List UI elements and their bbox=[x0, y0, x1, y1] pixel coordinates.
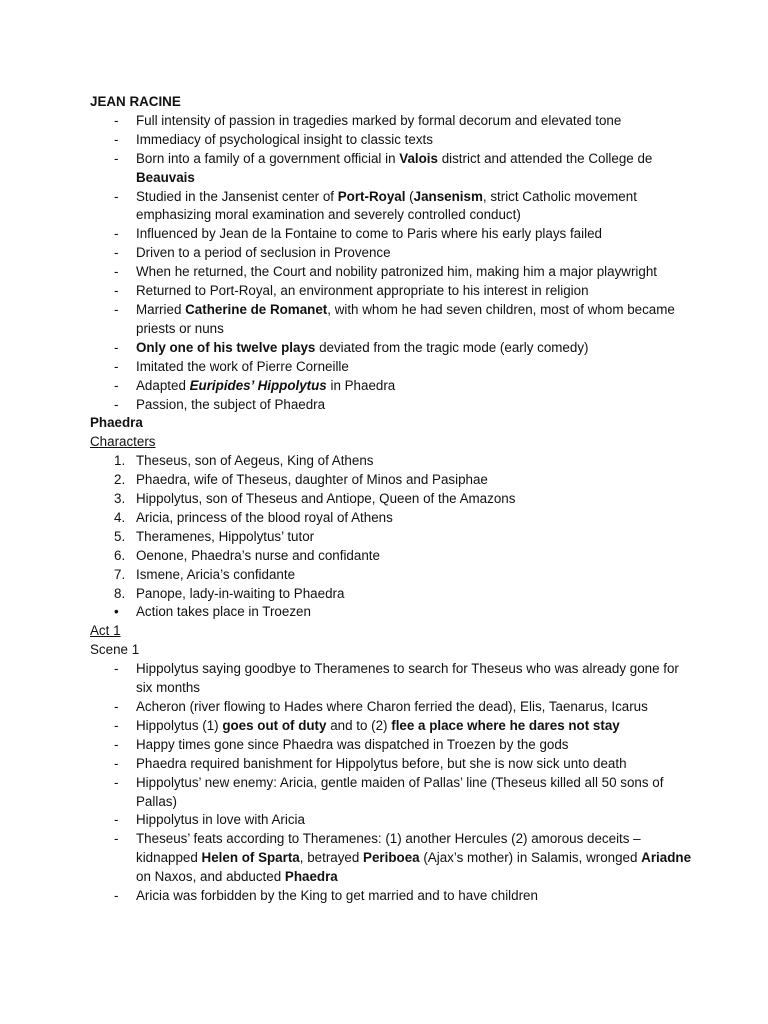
list-marker: - bbox=[114, 245, 119, 261]
character-item-text: Theseus, son of Aegeus, King of Athens bbox=[136, 453, 374, 469]
list-marker: 5. bbox=[114, 528, 126, 544]
scene-item-text: Aricia was forbidden by the King to get married and to have children bbox=[136, 888, 538, 904]
bio-item bbox=[90, 339, 698, 358]
scene-item bbox=[90, 774, 698, 812]
character-item bbox=[90, 585, 698, 604]
list-marker: - bbox=[114, 736, 119, 752]
character-item bbox=[90, 566, 698, 585]
scene-item bbox=[90, 887, 698, 906]
list-marker: 3. bbox=[114, 491, 126, 507]
character-item bbox=[90, 547, 698, 566]
scene-item-text: Hippolytus (1) goes out of duty and to (2) flee a place where he dares not stay bbox=[136, 717, 620, 733]
bio-item bbox=[90, 377, 698, 396]
character-item bbox=[90, 509, 698, 528]
character-item-text: Oenone, Phaedra’s nurse and confidante bbox=[136, 547, 380, 563]
list-marker: 4. bbox=[114, 509, 126, 525]
scene-heading: Scene 1 bbox=[90, 642, 140, 658]
list-marker: - bbox=[114, 150, 119, 166]
character-item bbox=[90, 528, 698, 547]
bio-item bbox=[90, 282, 698, 301]
document-title: JEAN RACINE bbox=[90, 94, 181, 109]
bio-item-text: Imitated the work of Pierre Corneille bbox=[136, 358, 349, 374]
scene-item bbox=[90, 755, 698, 774]
scene-item-text: Phaedra required banishment for Hippolytus before, but she is now sick unto death bbox=[136, 755, 627, 771]
character-item-text: Panope, lady-in-waiting to Phaedra bbox=[136, 585, 345, 601]
bio-item bbox=[90, 301, 698, 339]
scene-item bbox=[90, 830, 698, 887]
bio-item bbox=[90, 112, 698, 131]
character-item-text: Theramenes, Hippolytus’ tutor bbox=[136, 528, 315, 544]
list-marker: 8. bbox=[114, 585, 126, 601]
scene-item bbox=[90, 717, 698, 736]
list-marker: 7. bbox=[114, 566, 126, 582]
bio-item-text: Returned to Port-Royal, an environment appropriate to his interest in religion bbox=[136, 283, 589, 299]
character-item-text: Hippolytus, son of Theseus and Antiope, Queen of the Amazons bbox=[136, 491, 516, 507]
scene-item bbox=[90, 660, 698, 698]
list-marker: - bbox=[114, 831, 119, 847]
character-item bbox=[90, 452, 698, 471]
character-item-text: Ismene, Aricia’s confidante bbox=[136, 566, 296, 582]
scene-item bbox=[90, 698, 698, 717]
bio-item-text: Studied in the Jansenist center of Port-Royal (Jansenism, strict Catholic movement emphasizing moral examination and severely controlled conduct) bbox=[136, 188, 637, 223]
scene-item-text: Hippolytus’ new enemy: Aricia, gentle maiden of Pallas’ line (Theseus killed all 50 sons of Pallas) bbox=[136, 774, 664, 809]
list-marker: - bbox=[114, 112, 119, 128]
scene-list bbox=[90, 660, 698, 906]
bio-item bbox=[90, 358, 698, 377]
list-marker: - bbox=[114, 188, 119, 204]
setting-note bbox=[90, 603, 698, 622]
bio-item bbox=[90, 396, 698, 415]
list-marker: 6. bbox=[114, 547, 126, 563]
character-item-text: Aricia, princess of the blood royal of Athens bbox=[136, 509, 393, 525]
list-marker: - bbox=[114, 717, 119, 733]
list-marker: - bbox=[114, 377, 119, 393]
list-marker: - bbox=[114, 301, 119, 317]
scene-item-text: Happy times gone since Phaedra was dispatched in Troezen by the gods bbox=[136, 736, 569, 752]
scene-item-text: Acheron (river flowing to Hades where Charon ferried the dead), Elis, Taenarus, Icarus bbox=[136, 699, 648, 714]
list-marker: - bbox=[114, 131, 119, 147]
bullet-marker: • bbox=[114, 604, 119, 620]
bio-item-text: Born into a family of a government official in Valois district and attended the College de Beauvais bbox=[136, 150, 653, 185]
bio-item-text: Influenced by Jean de la Fontaine to come to Paris where his early plays failed bbox=[136, 226, 602, 242]
bio-item bbox=[90, 244, 698, 263]
bio-item bbox=[90, 150, 698, 188]
act-heading: Act 1 bbox=[90, 623, 121, 639]
list-marker: - bbox=[114, 661, 119, 677]
list-marker: - bbox=[114, 812, 119, 828]
bio-item bbox=[90, 131, 698, 150]
bio-item bbox=[90, 188, 698, 226]
setting-note-text: Action takes place in Troezen bbox=[136, 604, 311, 620]
bio-item-text: Full intensity of passion in tragedies marked by formal decorum and elevated tone bbox=[136, 112, 622, 128]
list-marker: - bbox=[114, 755, 119, 771]
list-marker: - bbox=[114, 888, 119, 904]
scene-item-text: Theseus’ feats according to Theramenes: (1) another Hercules (2) amorous deceits – kidnapped Helen of Sparta, betrayed Periboea (Ajax’s mother) in Salamis, wronged Ariadne on Naxos, and abducted Phaedra bbox=[136, 831, 692, 885]
list-marker: 2. bbox=[114, 472, 126, 488]
list-marker: 1. bbox=[114, 453, 126, 469]
list-marker: - bbox=[114, 264, 119, 280]
play-title: Phaedra bbox=[90, 415, 143, 431]
character-item bbox=[90, 471, 698, 490]
bio-item bbox=[90, 225, 698, 244]
bio-item-text: Passion, the subject of Phaedra bbox=[136, 396, 326, 412]
bio-item-text: Driven to a period of seclusion in Provence bbox=[136, 245, 391, 261]
scene-item-text: Hippolytus in love with Aricia bbox=[136, 812, 305, 828]
characters-heading: Characters bbox=[90, 434, 156, 450]
list-marker: - bbox=[114, 396, 119, 412]
list-marker: - bbox=[114, 358, 119, 374]
scene-item bbox=[90, 736, 698, 755]
scene-item bbox=[90, 811, 698, 830]
bio-item-text: Immediacy of psychological insight to classic texts bbox=[136, 131, 433, 147]
list-marker: - bbox=[114, 283, 119, 299]
list-marker: - bbox=[114, 339, 119, 355]
character-item-text: Phaedra, wife of Theseus, daughter of Minos and Pasiphae bbox=[136, 472, 488, 488]
scene-item-text: Hippolytus saying goodbye to Theramenes to search for Theseus who was already gone for six months bbox=[136, 661, 679, 696]
list-marker: - bbox=[114, 226, 119, 242]
bio-item-text: Adapted Euripides’ Hippolytus in Phaedra bbox=[136, 377, 396, 393]
bio-item-text: When he returned, the Court and nobility patronized him, making him a major playwright bbox=[136, 264, 658, 280]
characters-list bbox=[90, 452, 698, 603]
list-marker: - bbox=[114, 699, 119, 714]
bio-list bbox=[90, 112, 698, 415]
character-item bbox=[90, 490, 698, 509]
bio-item bbox=[90, 263, 698, 282]
bio-item-text: Only one of his twelve plays deviated from the tragic mode (early comedy) bbox=[136, 339, 589, 355]
list-marker: - bbox=[114, 774, 119, 790]
bio-item-text: Married Catherine de Romanet, with whom he had seven children, most of whom became priests or nuns bbox=[136, 301, 675, 336]
